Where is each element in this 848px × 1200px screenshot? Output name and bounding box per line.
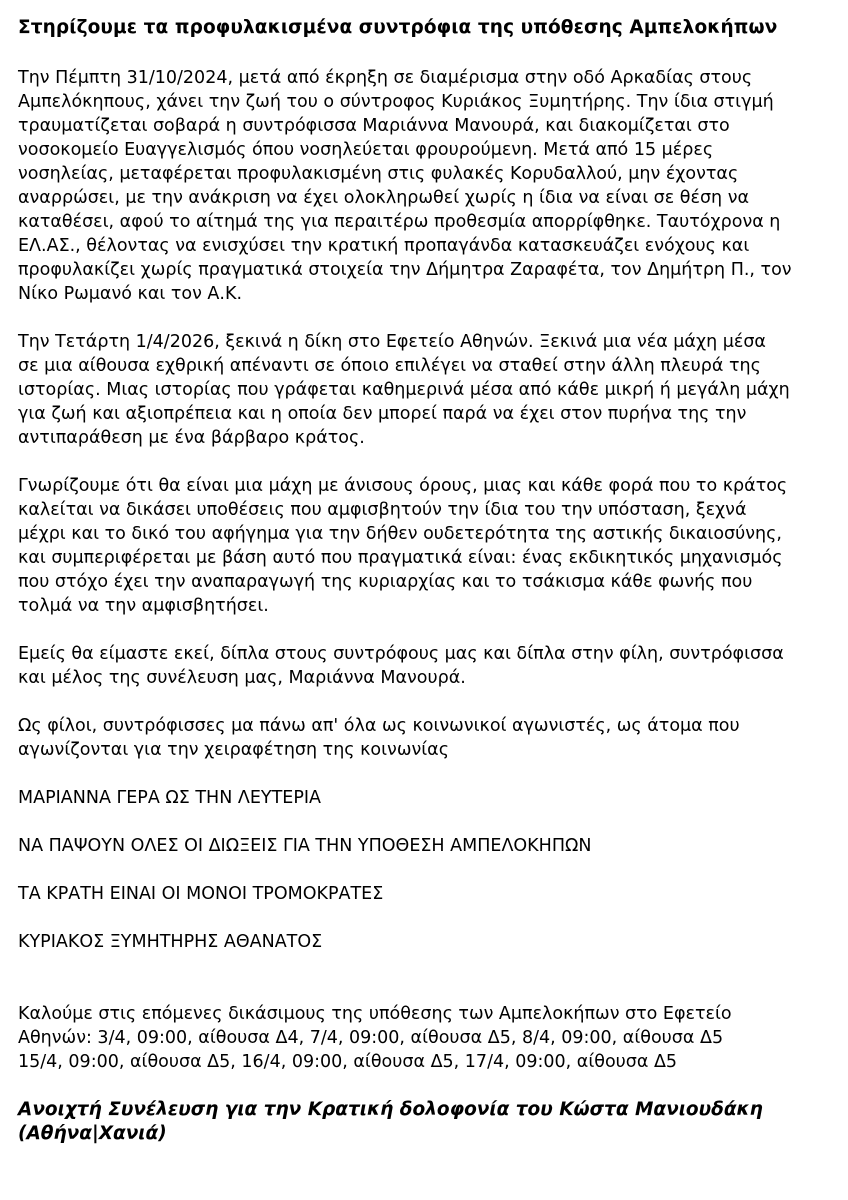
paragraph-3 <box>18 474 830 618</box>
document-page <box>18 16 830 1146</box>
paragraph-line: καταθέσει, αφού το αίτημά της για περαιτέρω προθεσμία απορρίφθηκε. Ταυτόχρονα η <box>18 212 781 232</box>
paragraph-line: Την Τετάρτη 1/4/2026, ξεκινά η δίκη στο Εφετείο Αθηνών. Ξεκινά μια νέα μάχη μέσα <box>18 332 766 352</box>
paragraph-line: και συμπεριφέρεται με βάση αυτό που πραγματικά είναι: ένας εκδικητικός μηχανισμός <box>18 548 783 568</box>
paragraph-line: τραυματίζεται σοβαρά η συντρόφισσα Μαριάννα Μανουρά, και διακομίζεται στο <box>18 116 730 136</box>
paragraph-line: για ζωή και αξιοπρέπεια και η οποία δεν μπορεί παρά να έχει στον πυρήνα της την <box>18 404 747 424</box>
paragraph-line: που στόχο έχει την αναπαραγωγή της κυριαρχίας και το τσάκισμα κάθε φωνής που <box>18 572 753 592</box>
paragraph-line: Ως φίλοι, συντρόφισσες μα πάνω απ' όλα ως κοινωνικοί αγωνιστές, ως άτομα που <box>18 716 740 736</box>
paragraph-line: τολμά να την αμφισβητήσει. <box>18 596 269 616</box>
paragraph-line: αναρρώσει, με την ανάκριση να έχει ολοκληρωθεί χωρίς η ίδια να είναι σε θέση να <box>18 188 750 208</box>
paragraph-5 <box>18 714 830 762</box>
slogan-3: ΤΑ ΚΡΑΤΗ ΕΙΝΑΙ ΟΙ ΜΟΝΟΙ ΤΡΟΜΟΚΡΑΤΕΣ <box>18 884 384 904</box>
slogan-4: ΚΥΡΙΑΚΟΣ ΞΥΜΗΤΗΡΗΣ ΑΘΑΝΑΤΟΣ <box>18 932 323 952</box>
slogan-1: ΜΑΡΙΑΝΝΑ ΓΕΡΑ ΩΣ ΤΗΝ ΛΕΥΤΕΡΙΑ <box>18 788 322 808</box>
paragraph-2 <box>18 330 830 450</box>
call-line: 15/4, 09:00, αίθουσα Δ5, 16/4, 09:00, αίθουσα Δ5, 17/4, 09:00, αίθουσα Δ5 <box>18 1052 678 1072</box>
paragraph-line: νοσηλείας, μεταφέρεται προφυλακισμένη στις φυλακές Κορυδαλλού, μην έχοντας <box>18 164 739 184</box>
paragraph-line: νοσοκομείο Ευαγγελισμός όπου νοσηλεύεται φρουρούμενη. Μετά από 15 μέρες <box>18 140 714 160</box>
paragraph-line: σε μια αίθουσα εχθρική απέναντι σε όποιο επιλέγει να σταθεί στην άλλη πλευρά της <box>18 356 761 376</box>
call-line: Καλούμε στις επόμενες δικάσιμους της υπόθεσης των Αμπελοκήπων στο Εφετείο <box>18 1004 732 1024</box>
paragraph-line: Νίκο Ρωμανό και τον Α.Κ. <box>18 284 243 304</box>
paragraph-line: Εμείς θα είμαστε εκεί, δίπλα στους συντρόφους μας και δίπλα στην φίλη, συντρόφισσα <box>18 644 784 664</box>
paragraph-line: αντιπαράθεση με ένα βάρβαρο κράτος. <box>18 428 365 448</box>
paragraph-line: Αμπελόκηπους, χάνει την ζωή του ο σύντροφος Κυριάκος Ξυμητήρης. Την ίδια στιγμή <box>18 92 774 112</box>
paragraph-line: Την Πέμπτη 31/10/2024, μετά από έκρηξη σε διαμέρισμα στην οδό Αρκαδίας στους <box>18 68 753 88</box>
signature-line: (Αθήνα|Χανιά) <box>18 1123 167 1144</box>
paragraph-line: Γνωρίζουμε ότι θα είναι μια μάχη με άνισους όρους, μιας και κάθε φορά που το κράτος <box>18 476 788 496</box>
paragraph-line: αγωνίζονται για την χειραφέτηση της κοινωνίας <box>18 740 449 760</box>
paragraph-line: και μέλος της συνέλευση μας, Μαριάννα Μανουρά. <box>18 668 466 688</box>
document-title: Στηρίζουμε τα προφυλακισμένα συντρόφια της υπόθεσης Αμπελοκήπων <box>18 17 778 38</box>
paragraph-line: ΕΛ.ΑΣ., θέλοντας να ενισχύσει την κρατική προπαγάνδα κατασκευάζει ενόχους και <box>18 236 750 256</box>
paragraph-line: καλείται να δικάσει υποθέσεις που αμφισβητούν την ίδια του την υπόσταση, ξεχνά <box>18 500 747 520</box>
signature <box>18 1098 830 1146</box>
call-line: Αθηνών: 3/4, 09:00, αίθουσα Δ4, 7/4, 09:00, αίθουσα Δ5, 8/4, 09:00, αίθουσα Δ5 <box>18 1028 724 1048</box>
signature-line: Ανοιχτή Συνέλευση για την Κρατική δολοφονία του Κώστα Μανιουδάκη <box>18 1099 763 1120</box>
paragraph-1 <box>18 66 830 306</box>
court-dates-call <box>18 1002 830 1074</box>
paragraph-line: ιστορίας. Μιας ιστορίας που γράφεται καθημερινά μέσα από κάθε μικρή ή μεγάλη μάχη <box>18 380 790 400</box>
paragraph-line: προφυλακίζει χωρίς πραγματικά στοιχεία την Δήμητρα Ζαραφέτα, τον Δημήτρη Π., τον <box>18 260 792 280</box>
slogan-2: ΝΑ ΠΑΨΟΥΝ ΟΛΕΣ ΟΙ ΔΙΩΞΕΙΣ ΓΙΑ ΤΗΝ ΥΠΟΘΕΣΗ ΑΜΠΕΛΟΚΗΠΩΝ <box>18 836 592 856</box>
paragraph-4 <box>18 642 830 690</box>
paragraph-line: μέχρι και το δικό του αφήγημα για την δήθεν ουδετερότητα της αστικής δικαιοσύνης, <box>18 524 782 544</box>
